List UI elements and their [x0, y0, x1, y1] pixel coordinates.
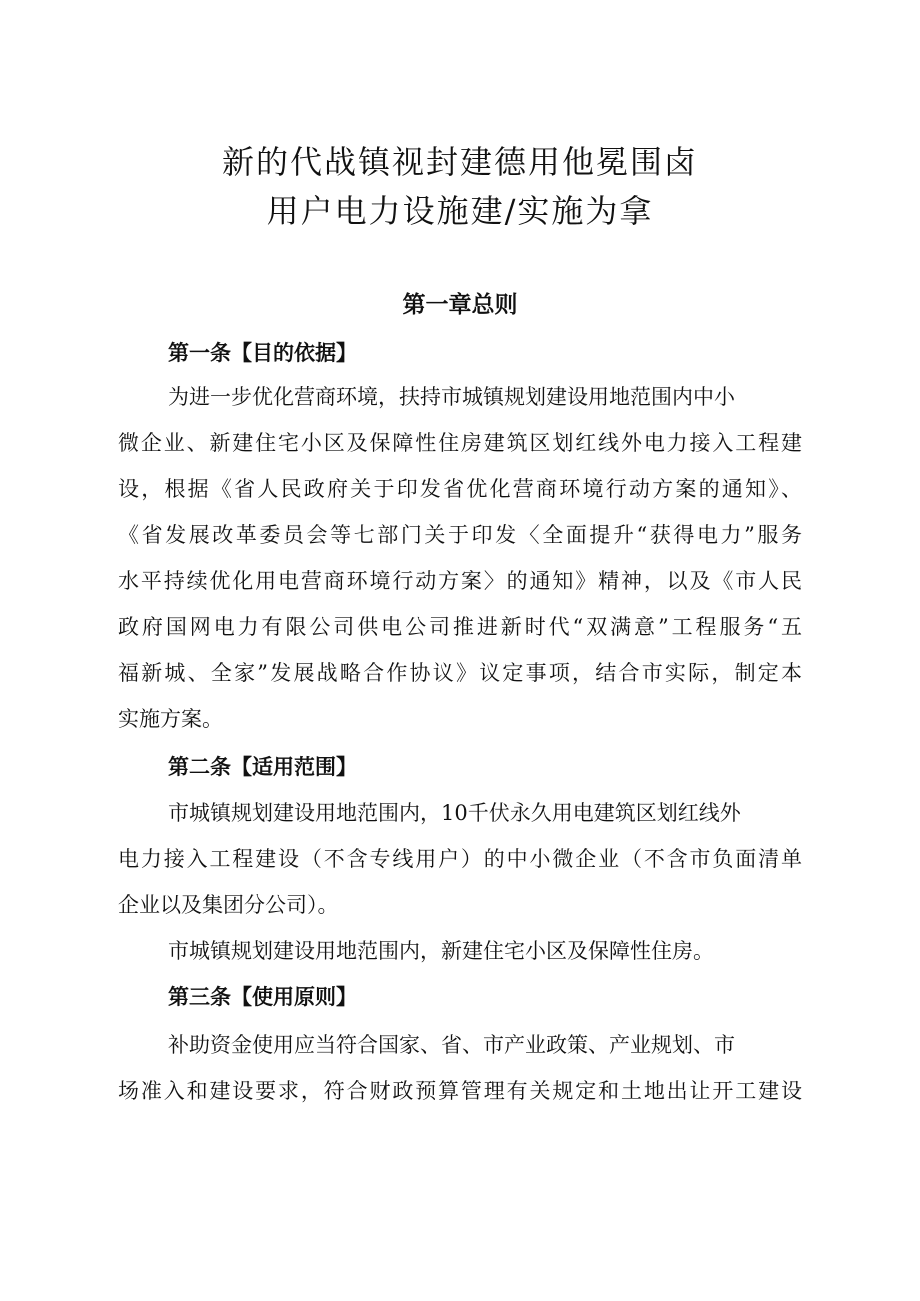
- article-3-line: 场准入和建设要求，符合财政预算管理有关规定和土地出让开工建设: [118, 1079, 802, 1103]
- article-1-line: 为进一步优化营商环境，扶持市城镇规划建设用地范围内中小: [168, 385, 735, 409]
- article-1-line: 政府国网电力有限公司供电公司推进新时代“双满意”工程服务“五: [118, 615, 802, 639]
- chapter-heading: 第一章总则: [402, 292, 518, 318]
- article-3-line: 补助资金使用应当符合国家、省、市产业政策、产业规划、市: [168, 1033, 735, 1057]
- document-title-line-1: 新的代战镇视封建德用他冕围卤: [221, 143, 698, 181]
- article-2-line: 企业以及集团分公司）。: [118, 893, 339, 917]
- article-1-line: 水平持续优化用电营商环境行动方案〉的通知》精神，以及《市人民: [118, 569, 802, 593]
- article-1-line: 实施方案。: [118, 707, 223, 731]
- article-2-heading: 第二条【适用范围】: [168, 755, 357, 779]
- article-1-line: 福新城、全家”发展战略合作协议》议定事项，结合市实际，制定本: [118, 661, 802, 685]
- article-3-heading: 第三条【使用原则】: [168, 985, 357, 1009]
- article-1-line: 设，根据《省人民政府关于印发省优化营商环境行动方案的通知》、: [118, 477, 802, 501]
- document-title-line-2: 用户电力设施建/实施为拿: [266, 192, 654, 230]
- article-2-line: 市城镇规划建设用地范围内，10千伏永久用电建筑区划红线外: [168, 801, 741, 825]
- article-2-line: 电力接入工程建设（不含专线用户）的中小微企业（不含市负面清单: [118, 847, 802, 871]
- article-1-line: 《省发展改革委员会等七部门关于印发〈全面提升“获得电力”服务: [118, 523, 802, 547]
- article-2-line: 市城镇规划建设用地范围内，新建住宅小区及保障性住房。: [168, 939, 714, 963]
- article-1-heading: 第一条【目的依据】: [168, 341, 357, 365]
- article-1-line: 微企业、新建住宅小区及保障性住房建筑区划红线外电力接入工程建: [118, 431, 802, 455]
